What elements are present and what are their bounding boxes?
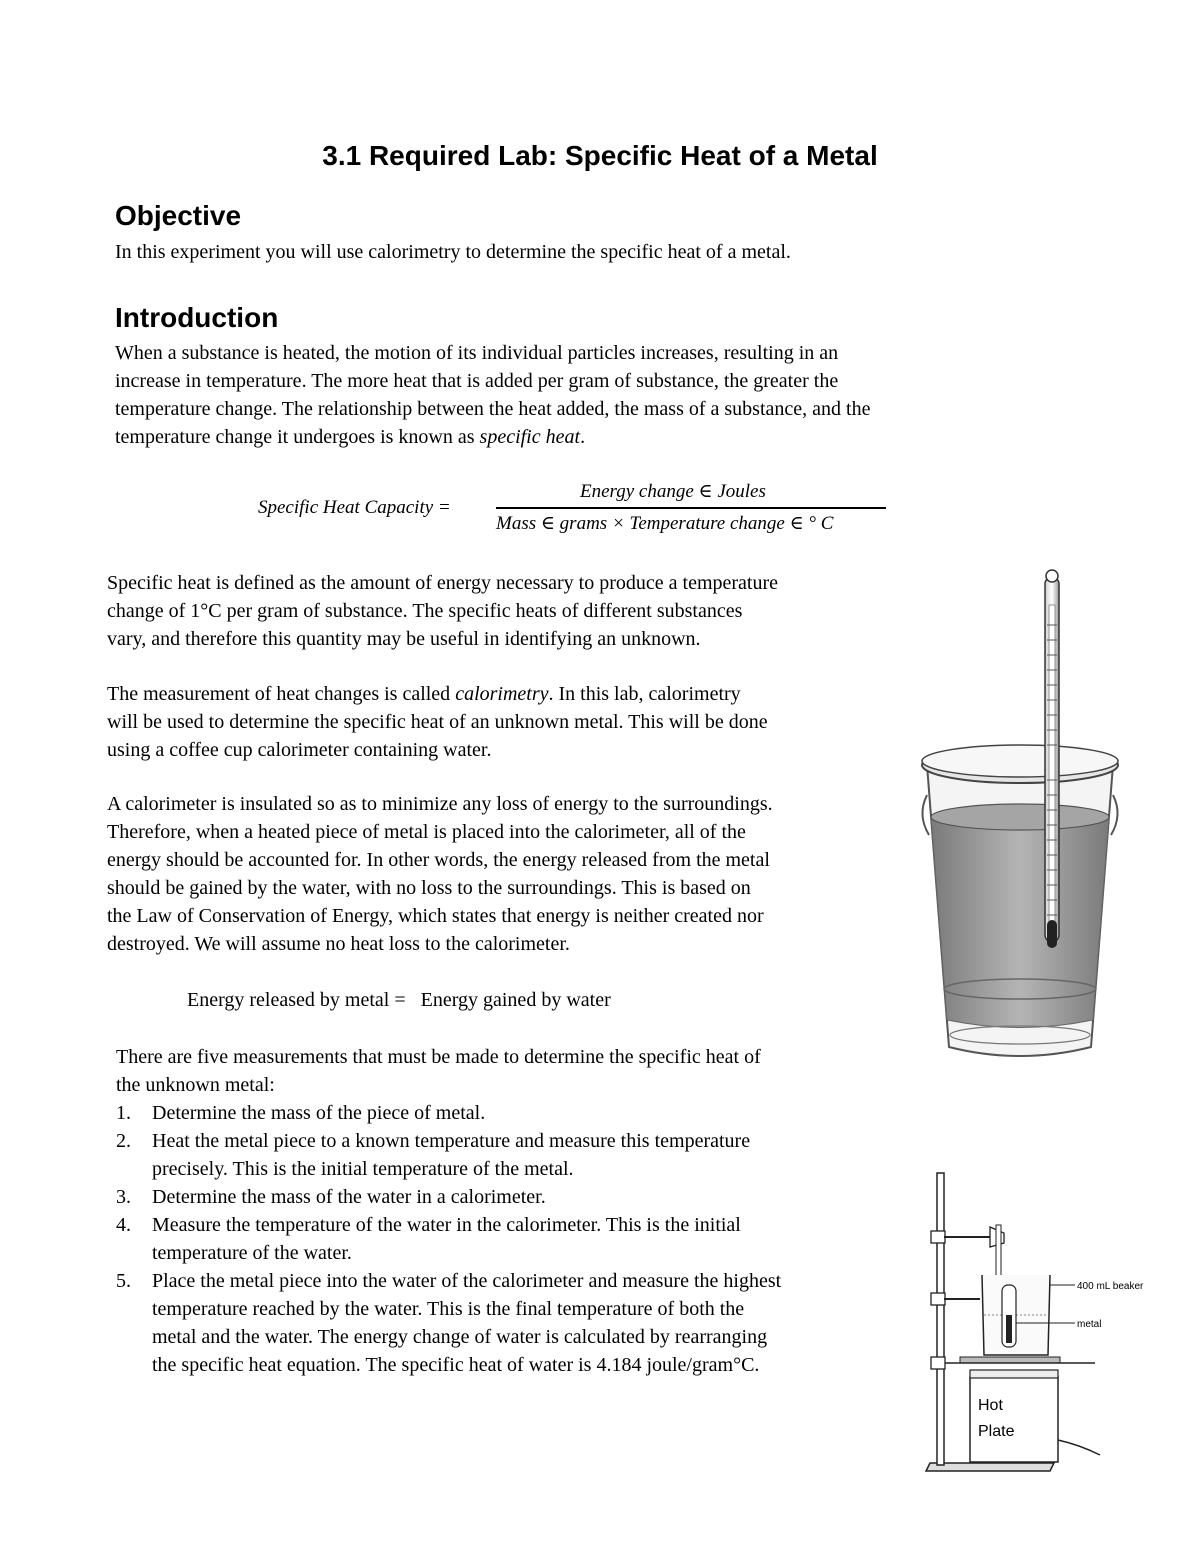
stand-base (926, 1463, 1054, 1471)
calorimetry-term: calorimetry (455, 683, 549, 705)
hot-plate (970, 1377, 1058, 1462)
hot-plate-label-line1: Hot (978, 1397, 1003, 1414)
list-item (116, 1127, 781, 1183)
step-line: Determine the mass of the water in a calorimeter. (152, 1186, 546, 1208)
step-line: Heat the metal piece to a known temperature and measure this temperature (152, 1130, 751, 1152)
energy-gained-text: Energy gained by water (420, 989, 611, 1011)
fraction-bar (496, 507, 886, 509)
paragraph-line: Specific heat is defined as the amount of energy necessary to produce a temperature (107, 572, 779, 594)
step-line: the specific heat equation. The specific heat of water is 4.184 joule/gram°C. (152, 1354, 760, 1376)
formula-lhs: Specific Heat Capacity = (258, 497, 451, 518)
objective-section (115, 200, 241, 232)
metal-label: metal (1077, 1319, 1102, 1330)
introduction-heading: Introduction (115, 302, 279, 333)
paragraph-line: will be used to determine the specific heat of an unknown metal. This will be done (107, 711, 768, 733)
step-line: metal and the water. The energy change of water is calculated by rearranging (152, 1326, 768, 1348)
paragraph-line: should be gained by the water, with no loss to the surroundings. This is based on (107, 877, 751, 899)
step-line: precisely. This is the initial temperature of the metal. (152, 1158, 574, 1180)
paragraph-line: energy should be accounted for. In other words, the energy released from the metal (107, 849, 770, 871)
formula-numerator: Energy change ∈ Joules (580, 481, 766, 502)
paragraph-line: the unknown metal: (116, 1074, 275, 1096)
paragraph-line: A calorimeter is insulated so as to minimize any loss of energy to the surroundings. (107, 793, 773, 815)
paragraph-line: destroyed. We will assume no heat loss to the calorimeter. (107, 933, 570, 955)
paragraph-line (107, 680, 768, 708)
text-run: temperature change it undergoes is known as (115, 426, 480, 448)
step-number: 3. (116, 1186, 131, 1208)
paragraph-line: the Law of Conservation of Energy, which states that energy is neither created nor (107, 905, 764, 927)
objective-text (115, 238, 791, 266)
formula-denominator: Mass ∈ grams × Temperature change ∈ ° C (496, 513, 834, 534)
hot-plate-label-line2: Plate (978, 1423, 1015, 1440)
paragraph-line: Therefore, when a heated piece of metal is placed into the calorimeter, all of the (107, 821, 746, 843)
objective-line: In this experiment you will use calorimetry to determine the specific heat of a metal. (115, 241, 791, 263)
wire-gauze (960, 1357, 1060, 1363)
step-number: 5. (116, 1270, 131, 1292)
introduction-paragraph (115, 339, 870, 451)
energy-released-text: Energy released by metal = (187, 989, 406, 1011)
specific-heat-term: specific heat (479, 426, 581, 448)
paragraph-line: change of 1°C per gram of substance. The specific heats of different substances (107, 600, 743, 622)
energy-equation-line (187, 986, 611, 1014)
cup-handle-right (1111, 795, 1118, 835)
power-cord (1058, 1440, 1100, 1455)
clamp (931, 1231, 945, 1243)
specific-heat-definition-paragraph (107, 569, 778, 653)
step-number: 2. (116, 1130, 131, 1152)
apparatus-figure (920, 1165, 1160, 1480)
paragraph-line: temperature change. The relationship between the heat added, the mass of a substance, and the (115, 398, 871, 420)
measurements-intro (116, 1043, 761, 1099)
thermometer-top (1046, 570, 1058, 582)
page-title: 3.1 Required Lab: Specific Heat of a Metal (322, 140, 878, 171)
paragraph-line: using a coffee cup calorimeter containing water. (107, 739, 492, 761)
ring-clamp (931, 1293, 945, 1305)
calorimeter-figure (915, 565, 1130, 1070)
paragraph-line: vary, and therefore this quantity may be useful in identifying an unknown. (107, 628, 701, 650)
step-line: Determine the mass of the piece of metal. (152, 1102, 486, 1124)
list-item (116, 1099, 781, 1127)
hot-plate-top (970, 1370, 1058, 1378)
stand-rod (937, 1173, 944, 1465)
list-item (116, 1211, 781, 1267)
metal-piece (1006, 1315, 1012, 1343)
step-line: Place the metal piece into the water of the calorimeter and measure the highest (152, 1270, 782, 1292)
cup-handle-left (922, 795, 929, 835)
step-number: 1. (116, 1102, 131, 1124)
step-line: temperature of the water. (152, 1242, 352, 1264)
paragraph-line: There are five measurements that must be made to determine the specific heat of (116, 1046, 761, 1068)
lower-clamp (931, 1357, 945, 1369)
calorimeter-paragraph (107, 790, 773, 958)
introduction-section (115, 302, 278, 334)
measurement-steps-list (116, 1099, 781, 1379)
list-item (116, 1267, 781, 1379)
list-item (116, 1183, 781, 1211)
paragraph-line: increase in temperature. The more heat that is added per gram of substance, the greater the (115, 370, 839, 392)
beaker-label: 400 mL beaker (1077, 1281, 1144, 1292)
step-line: Measure the temperature of the water in the calorimeter. This is the initial (152, 1214, 741, 1236)
energy-equation (187, 986, 611, 1014)
thermometer-bulb (1047, 920, 1057, 948)
text-run: . In this lab, calorimetry (548, 683, 741, 705)
cup-lid-top (922, 745, 1118, 777)
calorimetry-paragraph (107, 680, 768, 764)
step-line: temperature reached by the water. This is the final temperature of both the (152, 1298, 745, 1320)
water-surface (931, 804, 1109, 830)
objective-heading: Objective (115, 200, 242, 231)
paragraph-line (115, 423, 870, 451)
text-run: . (580, 426, 586, 448)
text-run: The measurement of heat changes is called (107, 683, 456, 705)
paragraph-line: When a substance is heated, the motion of its individual particles increases, resulting in an (115, 342, 839, 364)
step-number: 4. (116, 1214, 131, 1236)
